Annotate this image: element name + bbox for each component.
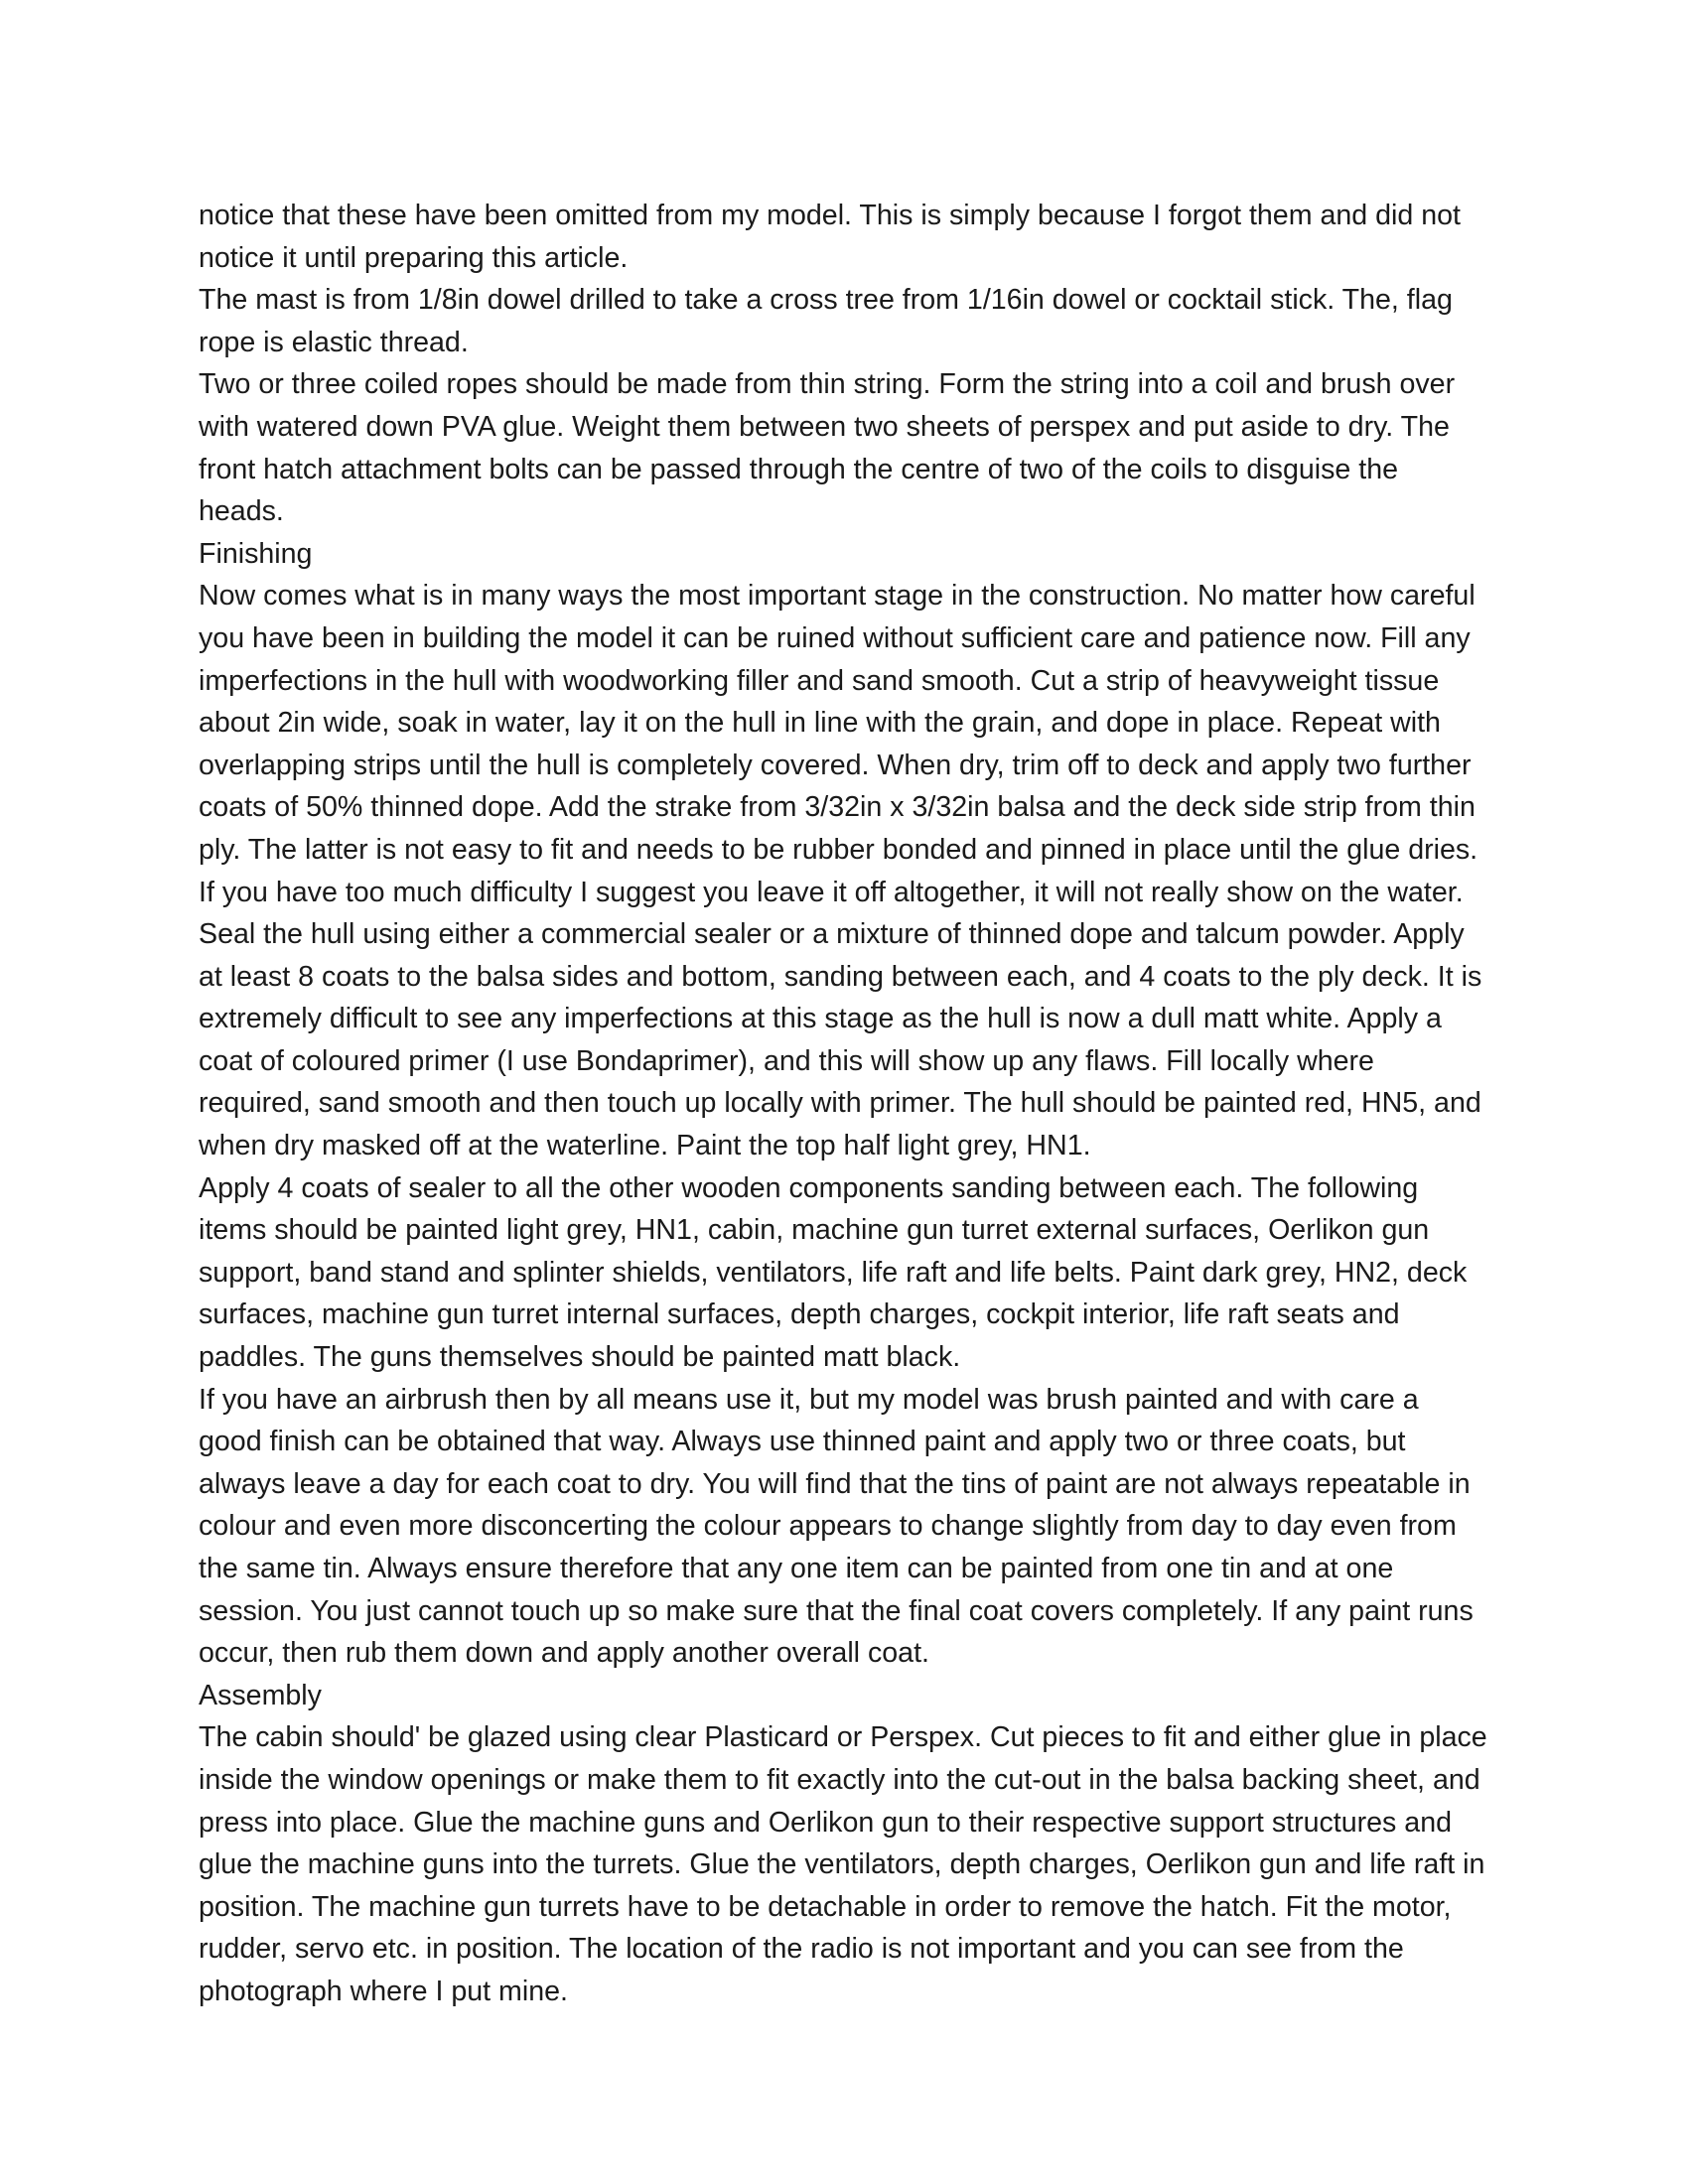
- paragraph-painting-technique: If you have an airbrush then by all means use it, but my model was brush painted and with care a good finish can be obtained that way. Always use thinned paint and apply two or three coats, but always leave a day for each coat to dry. You will find that the tins of paint are not always repeatable in colour and even more disconcerting the colour appears to change slightly from day to day even from the same tin. Always ensure therefore that any one item can be painted from one tin and at one session. You just cannot touch up so make sure that the final coat covers completely. If any paint runs occur, then rub them down and apply another overall coat.: [199, 1383, 1474, 1670]
- section-heading-finishing: Finishing: [199, 537, 313, 570]
- paragraph-sealing-hull: Seal the hull using either a commercial sealer or a mixture of thinned dope and talcum powder. Apply at least 8 coats to the balsa sides and bottom, sanding between each, and 4 coats to the ply deck. It is extremely difficult to see any imperfections at this stage as the hull is now a dull matt white. Apply a coat of coloured primer (I use Bondaprimer), and this will show up any flaws. Fill locally where required, sand smooth and then touch up locally with primer. The hull should be painted red, HN5, and when dry masked off at the waterline. Paint the top half light grey, HN1.: [199, 918, 1482, 1162]
- paragraph-mast: The mast is from 1/8in dowel drilled to take a cross tree from 1/16in dowel or cocktail stick. The, flag rope is elastic thread.: [199, 284, 1453, 358]
- article-body: [199, 195, 1489, 2013]
- paragraph-assembly: The cabin should' be glazed using clear Plasticard or Perspex. Cut pieces to fit and either glue in place inside the window openings or make them to fit exactly into the cut-out in the balsa backing sheet, and press into place. Glue the machine guns and Oerlikon gun to their respective support structures and glue the machine guns into the turrets. Glue the ventilators, depth charges, Oerlikon gun and life raft in position. The machine gun turrets have to be detachable in order to remove the hatch. Fit the motor, rudder, servo etc. in position. The location of the radio is not important and you can see from the photograph where I put mine.: [199, 1721, 1487, 2007]
- paragraph-coiled-ropes: Two or three coiled ropes should be made from thin string. Form the string into a coil and brush over with watered down PVA glue. Weight them between two sheets of perspex and put aside to dry. The front hatch attachment bolts can be passed through the centre of two of the coils to disguise the heads.: [199, 368, 1456, 528]
- section-heading-assembly: Assembly: [199, 1679, 322, 1711]
- paragraph-omitted-items: notice that these have been omitted from my model. This is simply because I forgot them and did not notice it until preparing this article.: [199, 200, 1461, 274]
- paragraph-finishing-tissue: Now comes what is in many ways the most important stage in the construction. No matter how careful you have been in building the model it can be ruined without sufficient care and patience now. Fill any imperfections in the hull with woodworking filler and sand smooth. Cut a strip of heavyweight tissue about 2in wide, soak in water, lay it on the hull in line with the grain, and dope in place. Repeat with overlapping strips until the hull is completely covered. When dry, trim off to deck and apply two further coats of 50% thinned dope. Add the strake from 3/32in x 3/32in balsa and the deck side strip from thin ply. The latter is not easy to fit and needs to be rubber bonded and pinned in place until the glue dries. If you have too much difficulty I suggest you leave it off altogether, it will not really show on the water.: [199, 580, 1478, 908]
- paragraph-component-colours: Apply 4 coats of sealer to all the other wooden components sanding between each. The following items should be painted light grey, HN1, cabin, machine gun turret external surfaces, Oerlikon gun support, band stand and splinter shields, ventilators, life raft and life belts. Paint dark grey, HN2, deck surfaces, machine gun turret internal surfaces, depth charges, cockpit interior, life raft seats and paddles. The guns themselves should be painted matt black.: [199, 1171, 1468, 1374]
